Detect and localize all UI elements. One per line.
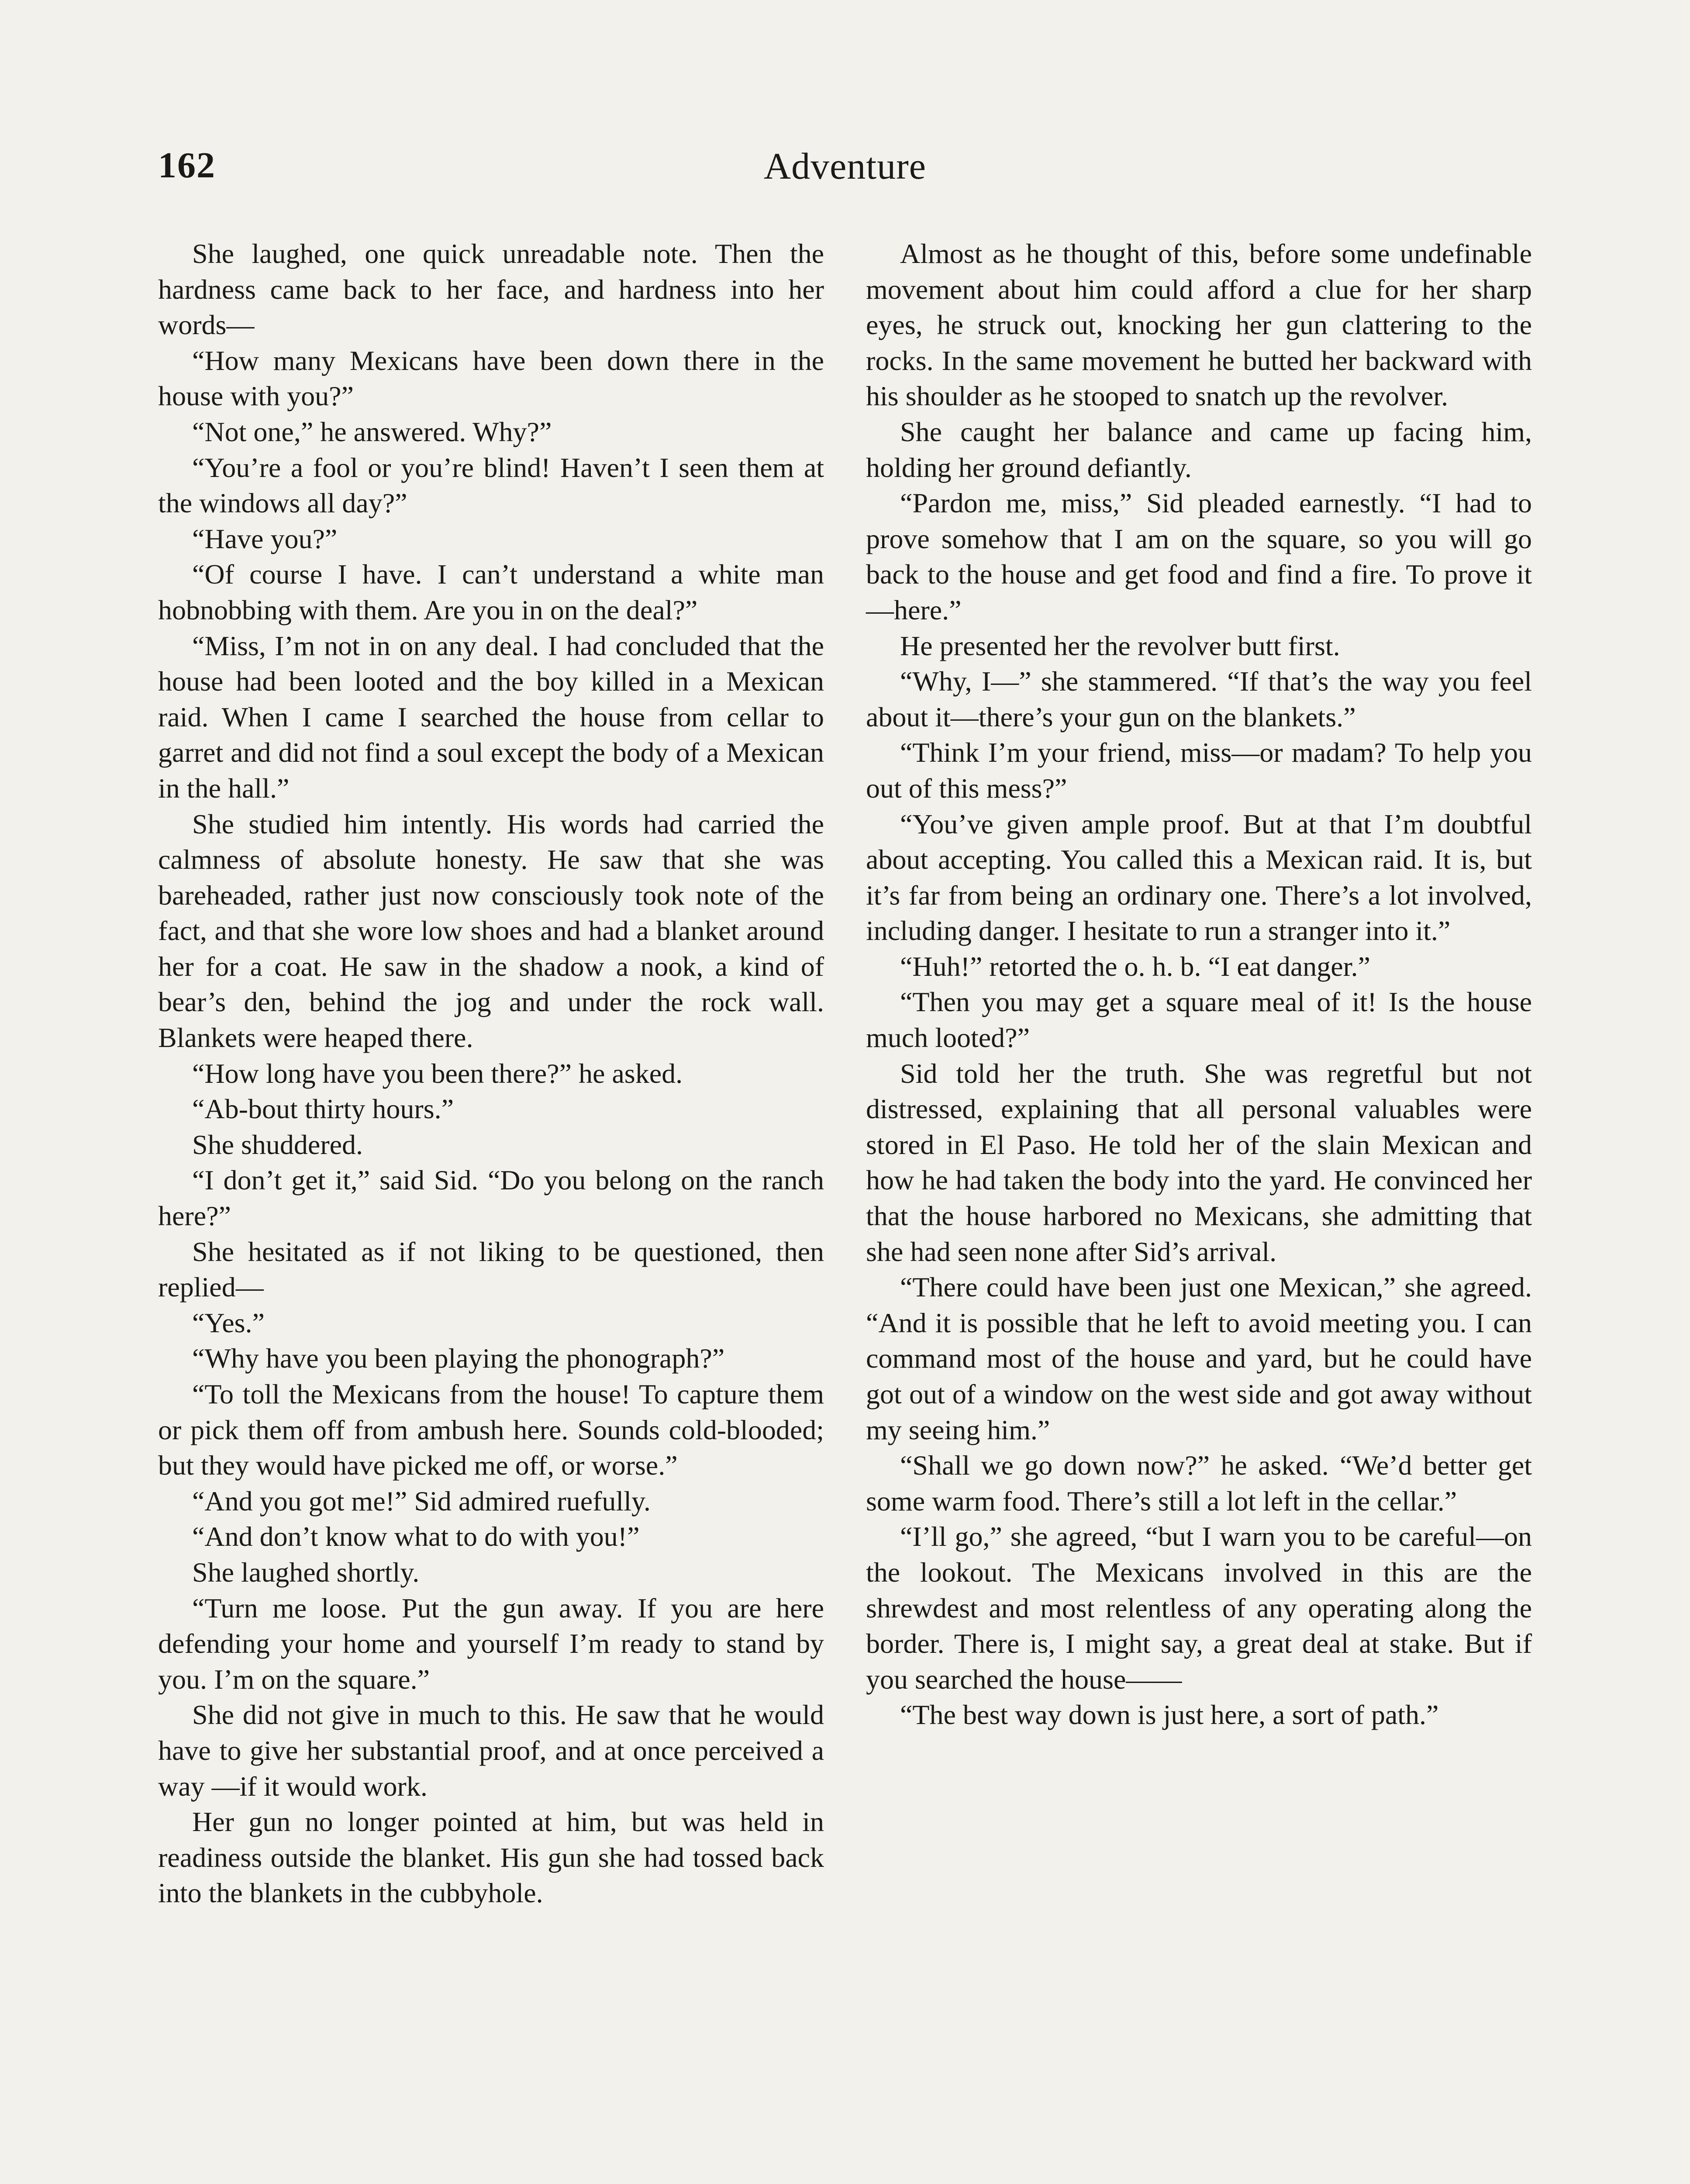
paragraph: She laughed shortly. [192, 1556, 420, 1588]
paragraph: “Ab-bout thirty hours.” [192, 1093, 454, 1125]
paragraph: “And you got me!” Sid admired ruefully. [192, 1485, 651, 1517]
paragraph: “How many Mexicans have been down there in the house with you?” [158, 345, 824, 412]
paragraph: She did not give in much to this. He saw that he would have to give her substantial proof, and at once perceived a way —if it would work. [158, 1699, 824, 1802]
paragraph: “Turn me loose. Put the gun away. If you are here defending your home and yourself I’m ready to stand by you. I’m on the square.” [158, 1592, 824, 1695]
paragraph: “Shall we go down now?” he asked. “We’d better get some warm food. There’s still a lot left in the cellar.” [866, 1450, 1532, 1517]
paragraph: “Then you may get a square meal of it! Is the house much looted?” [866, 986, 1532, 1054]
paragraph: He presented her the revolver butt first. [900, 630, 1340, 661]
paragraph: “You’re a fool or you’re blind! Haven’t I seen them at the windows all day?” [158, 452, 824, 519]
paragraph: “I’ll go,” she agreed, “but I warn you to be careful—on the lookout. The Mexicans involved in this are the shrewdest and most relentless of any operating along the border. There is, I might say, a great deal at stake. But if you searched the house—— [866, 1521, 1532, 1695]
paragraph: “Why have you been playing the phonograph?” [192, 1343, 725, 1374]
paragraph: “Think I’m your friend, miss—or madam? To help you out of this mess?” [866, 737, 1532, 804]
page-header [0, 144, 1690, 205]
paragraph: “Huh!” retorted the o. h. b. “I eat danger.” [900, 950, 1370, 982]
paragraph: “I don’t get it,” said Sid. “Do you belong on the ranch here?” [158, 1165, 824, 1232]
paragraph: “Miss, I’m not in on any deal. I had concluded that the house had been looted and the boy killed in a Mexican raid. When I came I searched the house from cellar to garret and did not find a soul except the body of a Mexican in the hall.” [158, 630, 824, 804]
paragraph: “Have you?” [192, 523, 338, 554]
paragraph: “To toll the Mexicans from the house! To capture them or pick them off from ambush here. Sounds cold-blooded; but they would have picked me off, or worse.” [158, 1379, 824, 1481]
right-column [866, 236, 1532, 1733]
paragraph: Sid told her the truth. She was regretful but not distressed, explaining that all personal valuables were stored in El Paso. He told her of the slain Mexican and how he had taken the body into the yard. He convinced her that the house harbored no Mexicans, she admitting that she had seen none after Sid’s arrival. [866, 1057, 1532, 1267]
paragraph: She shuddered. [192, 1129, 363, 1160]
paragraph: Almost as he thought of this, before some undefinable movement about him could afford a clue for her sharp eyes, he struck out, knocking her gun clattering to the rocks. In the same movement he butted her backward with his shoulder as he stooped to snatch up the revolver. [866, 238, 1532, 412]
paragraph: “Pardon me, miss,” Sid pleaded earnestly. “I had to prove somehow that I am on the square, so you will go back to the house and get food and find a fire. To prove it—here.” [866, 487, 1532, 625]
running-title: Adventure [764, 145, 926, 187]
page-number: 162 [158, 145, 216, 186]
paragraph: She hesitated as if not liking to be questioned, then replied— [158, 1236, 824, 1303]
paragraph: “You’ve given ample proof. But at that I’m doubtful about accepting. You called this a Mexican raid. It is, but it’s far from being an ordinary one. There’s a lot involved, including danger. I hesitate to run a stranger into it.” [866, 808, 1532, 947]
paragraph: She caught her balance and came up facing him, holding her ground defiantly. [866, 416, 1532, 483]
paragraph: She studied him intently. His words had carried the calmness of absolute honesty. He saw that she was bareheaded, rather just now consciously took note of the fact, and that she wore low shoes and had a blanket around her for a coat. He saw in the shadow a nook, a kind of bear’s den, behind the jog and under the rock wall. Blankets were heaped there. [158, 808, 824, 1054]
paragraph: Her gun no longer pointed at him, but was held in readiness outside the blanket. His gun she had tossed back into the blankets in the cubbyhole. [158, 1806, 824, 1909]
paragraph: “How long have you been there?” he asked. [192, 1057, 683, 1089]
paragraph: “Yes.” [192, 1307, 265, 1338]
left-column [158, 236, 824, 1911]
paragraph: “And don’t know what to do with you!” [192, 1521, 640, 1552]
paragraph: “There could have been just one Mexican,” she agreed. “And it is possible that he left to avoid meeting you. I can command most of the house and yard, but he could have got out of a window on the west side and got away without my seeing him.” [866, 1272, 1532, 1445]
paragraph: “Of course I have. I can’t understand a white man hobnobbing with them. Are you in on the deal?” [158, 559, 824, 625]
paragraph: “Not one,” he answered. Why?” [192, 416, 552, 447]
paragraph: “The best way down is just here, a sort of path.” [900, 1699, 1439, 1731]
paragraph: “Why, I—” she stammered. “If that’s the way you feel about it—there’s your gun on the blankets.” [866, 666, 1532, 733]
paragraph: She laughed, one quick unreadable note. Then the hardness came back to her face, and hardness into her words— [158, 238, 824, 341]
